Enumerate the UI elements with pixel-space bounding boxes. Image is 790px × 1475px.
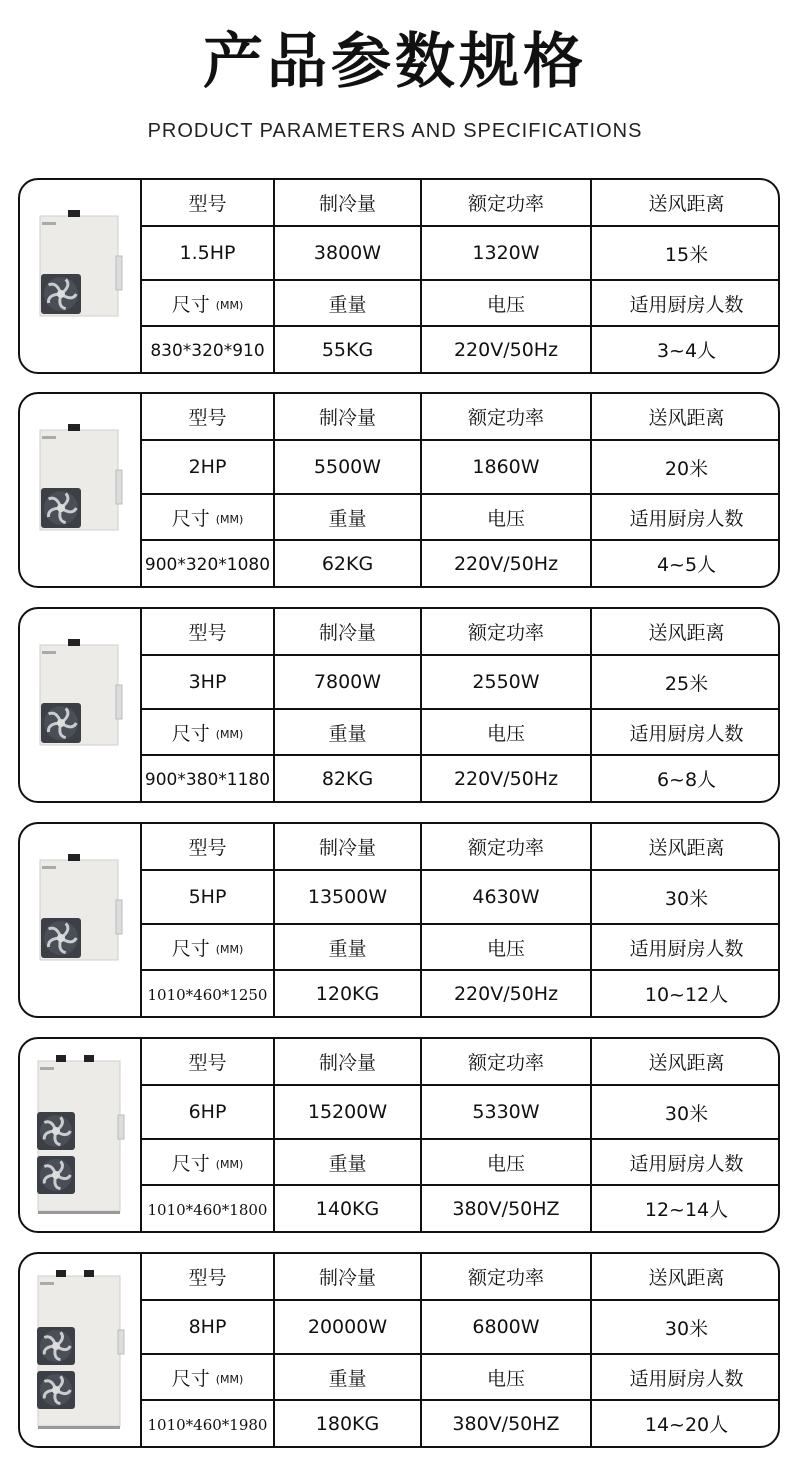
table-row [141, 924, 780, 970]
power-header: 额定功率 [421, 394, 591, 440]
air-distance-value: 30米 [591, 1085, 780, 1139]
voltage-value: 220V/50Hz [421, 970, 591, 1016]
voltage-value: 380V/50HZ [421, 1400, 591, 1446]
size-value [141, 1185, 274, 1231]
outdoor-unit-icon [20, 400, 140, 580]
table-row [141, 1254, 780, 1300]
spec-card [18, 607, 780, 803]
product-image [20, 1039, 140, 1231]
voltage-header: 电压 [421, 280, 591, 326]
size-unit: (MM) [215, 1372, 244, 1386]
kitchen-people-value: 10~12人 [591, 970, 780, 1016]
spec-card [18, 1037, 780, 1233]
size-unit: (MM) [215, 298, 244, 312]
table-row [141, 1139, 780, 1185]
cooling-value: 13500W [274, 870, 421, 924]
product-image [20, 1254, 140, 1446]
model-header: 型号 [141, 1039, 274, 1085]
product-image [20, 609, 140, 801]
weight-header: 重量 [274, 924, 421, 970]
cooling-value: 20000W [274, 1300, 421, 1354]
voltage-header: 电压 [421, 1354, 591, 1400]
power-header: 额定功率 [421, 824, 591, 870]
table-row [141, 1039, 780, 1085]
power-value: 5330W [421, 1085, 591, 1139]
cooling-value: 7800W [274, 655, 421, 709]
size-value-text: 1010*460*1250 [147, 985, 268, 1004]
model-header: 型号 [141, 1254, 274, 1300]
page-subtitle: PRODUCT PARAMETERS AND SPECIFICATIONS [147, 120, 643, 142]
spec-table [140, 824, 780, 1016]
power-header: 额定功率 [421, 1254, 591, 1300]
power-header: 额定功率 [421, 609, 591, 655]
table-row [141, 1185, 780, 1231]
cooling-header: 制冷量 [274, 180, 421, 226]
size-value [141, 970, 274, 1016]
weight-header: 重量 [274, 1139, 421, 1185]
air-distance-header: 送风距离 [591, 824, 780, 870]
kitchen-people-value: 4~5人 [591, 540, 780, 586]
kitchen-people-value: 12~14人 [591, 1185, 780, 1231]
size-label: 尺寸 [171, 293, 210, 316]
table-row [141, 326, 780, 372]
cooling-value: 3800W [274, 226, 421, 280]
cooling-header: 制冷量 [274, 1039, 421, 1085]
power-value: 4630W [421, 870, 591, 924]
table-row [141, 1085, 780, 1139]
model-header: 型号 [141, 180, 274, 226]
voltage-value: 220V/50Hz [421, 540, 591, 586]
voltage-header: 电压 [421, 924, 591, 970]
air-distance-header: 送风距离 [591, 1039, 780, 1085]
kitchen-people-header: 适用厨房人数 [591, 1354, 780, 1400]
kitchen-people-header: 适用厨房人数 [591, 280, 780, 326]
size-value-text: 1010*460*1980 [147, 1415, 268, 1434]
size-value [141, 1400, 274, 1446]
table-row [141, 394, 780, 440]
power-header: 额定功率 [421, 180, 591, 226]
weight-value: 120KG [274, 970, 421, 1016]
size-header [141, 924, 274, 970]
model-value: 8HP [141, 1300, 274, 1354]
size-value [141, 326, 274, 372]
size-unit: (MM) [215, 727, 244, 741]
table-row [141, 440, 780, 494]
table-row [141, 970, 780, 1016]
size-unit: (MM) [215, 512, 244, 526]
table-row [141, 824, 780, 870]
size-value-text: 900*320*1080 [144, 554, 271, 575]
air-distance-header: 送风距离 [591, 609, 780, 655]
power-value: 1320W [421, 226, 591, 280]
weight-value: 62KG [274, 540, 421, 586]
model-value: 5HP [141, 870, 274, 924]
size-header [141, 1139, 274, 1185]
model-header: 型号 [141, 824, 274, 870]
model-value: 2HP [141, 440, 274, 494]
table-row [141, 180, 780, 226]
product-image [20, 180, 140, 372]
weight-header: 重量 [274, 280, 421, 326]
table-row [141, 226, 780, 280]
table-row [141, 280, 780, 326]
power-value: 2550W [421, 655, 591, 709]
weight-header: 重量 [274, 494, 421, 540]
size-header [141, 709, 274, 755]
kitchen-people-value: 14~20人 [591, 1400, 780, 1446]
outdoor-unit-icon [20, 186, 140, 366]
outdoor-unit-icon [20, 1045, 140, 1225]
air-distance-value: 20米 [591, 440, 780, 494]
size-header [141, 494, 274, 540]
table-row [141, 709, 780, 755]
weight-header: 重量 [274, 1354, 421, 1400]
voltage-header: 电压 [421, 494, 591, 540]
size-label: 尺寸 [171, 722, 210, 745]
weight-value: 82KG [274, 755, 421, 801]
table-row [141, 1300, 780, 1354]
table-row [141, 609, 780, 655]
kitchen-people-header: 适用厨房人数 [591, 494, 780, 540]
spec-table [140, 1039, 780, 1231]
weight-value: 180KG [274, 1400, 421, 1446]
size-value [141, 540, 274, 586]
cooling-header: 制冷量 [274, 1254, 421, 1300]
power-header: 额定功率 [421, 1039, 591, 1085]
model-value: 3HP [141, 655, 274, 709]
size-value-text: 830*320*910 [150, 340, 265, 361]
spec-table [140, 394, 780, 586]
air-distance-value: 15米 [591, 226, 780, 280]
size-value [141, 755, 274, 801]
product-image [20, 394, 140, 586]
outdoor-unit-icon [20, 1260, 140, 1440]
size-label: 尺寸 [171, 1152, 210, 1175]
model-header: 型号 [141, 609, 274, 655]
size-label: 尺寸 [171, 1367, 210, 1390]
air-distance-header: 送风距离 [591, 394, 780, 440]
table-row [141, 655, 780, 709]
cooling-header: 制冷量 [274, 824, 421, 870]
kitchen-people-value: 6~8人 [591, 755, 780, 801]
air-distance-header: 送风距离 [591, 1254, 780, 1300]
table-row [141, 494, 780, 540]
outdoor-unit-icon [20, 830, 140, 1010]
size-value-text: 1010*460*1800 [147, 1200, 268, 1219]
air-distance-value: 30米 [591, 870, 780, 924]
spec-card [18, 392, 780, 588]
size-unit: (MM) [215, 942, 244, 956]
size-label: 尺寸 [171, 937, 210, 960]
spec-card [18, 178, 780, 374]
spec-table [140, 180, 780, 372]
model-header: 型号 [141, 394, 274, 440]
product-image [20, 824, 140, 1016]
size-unit: (MM) [215, 1157, 244, 1171]
power-value: 6800W [421, 1300, 591, 1354]
air-distance-value: 30米 [591, 1300, 780, 1354]
page-title: 产品参数规格 [203, 27, 587, 97]
size-header [141, 280, 274, 326]
spec-card [18, 822, 780, 1018]
cooling-value: 15200W [274, 1085, 421, 1139]
voltage-value: 220V/50Hz [421, 755, 591, 801]
power-value: 1860W [421, 440, 591, 494]
table-row [141, 540, 780, 586]
table-row [141, 1400, 780, 1446]
voltage-header: 电压 [421, 1139, 591, 1185]
size-header [141, 1354, 274, 1400]
kitchen-people-header: 适用厨房人数 [591, 924, 780, 970]
air-distance-value: 25米 [591, 655, 780, 709]
cooling-header: 制冷量 [274, 609, 421, 655]
voltage-value: 380V/50HZ [421, 1185, 591, 1231]
table-row [141, 1354, 780, 1400]
weight-header: 重量 [274, 709, 421, 755]
kitchen-people-header: 适用厨房人数 [591, 1139, 780, 1185]
air-distance-header: 送风距离 [591, 180, 780, 226]
size-label: 尺寸 [171, 507, 210, 530]
voltage-header: 电压 [421, 709, 591, 755]
cooling-header: 制冷量 [274, 394, 421, 440]
spec-card [18, 1252, 780, 1448]
outdoor-unit-icon [20, 615, 140, 795]
kitchen-people-header: 适用厨房人数 [591, 709, 780, 755]
spec-table [140, 609, 780, 801]
table-row [141, 870, 780, 924]
cooling-value: 5500W [274, 440, 421, 494]
model-value: 6HP [141, 1085, 274, 1139]
model-value: 1.5HP [141, 226, 274, 280]
size-value-text: 900*380*1180 [144, 769, 271, 790]
voltage-value: 220V/50Hz [421, 326, 591, 372]
weight-value: 140KG [274, 1185, 421, 1231]
table-row [141, 755, 780, 801]
spec-table [140, 1254, 780, 1446]
weight-value: 55KG [274, 326, 421, 372]
kitchen-people-value: 3~4人 [591, 326, 780, 372]
